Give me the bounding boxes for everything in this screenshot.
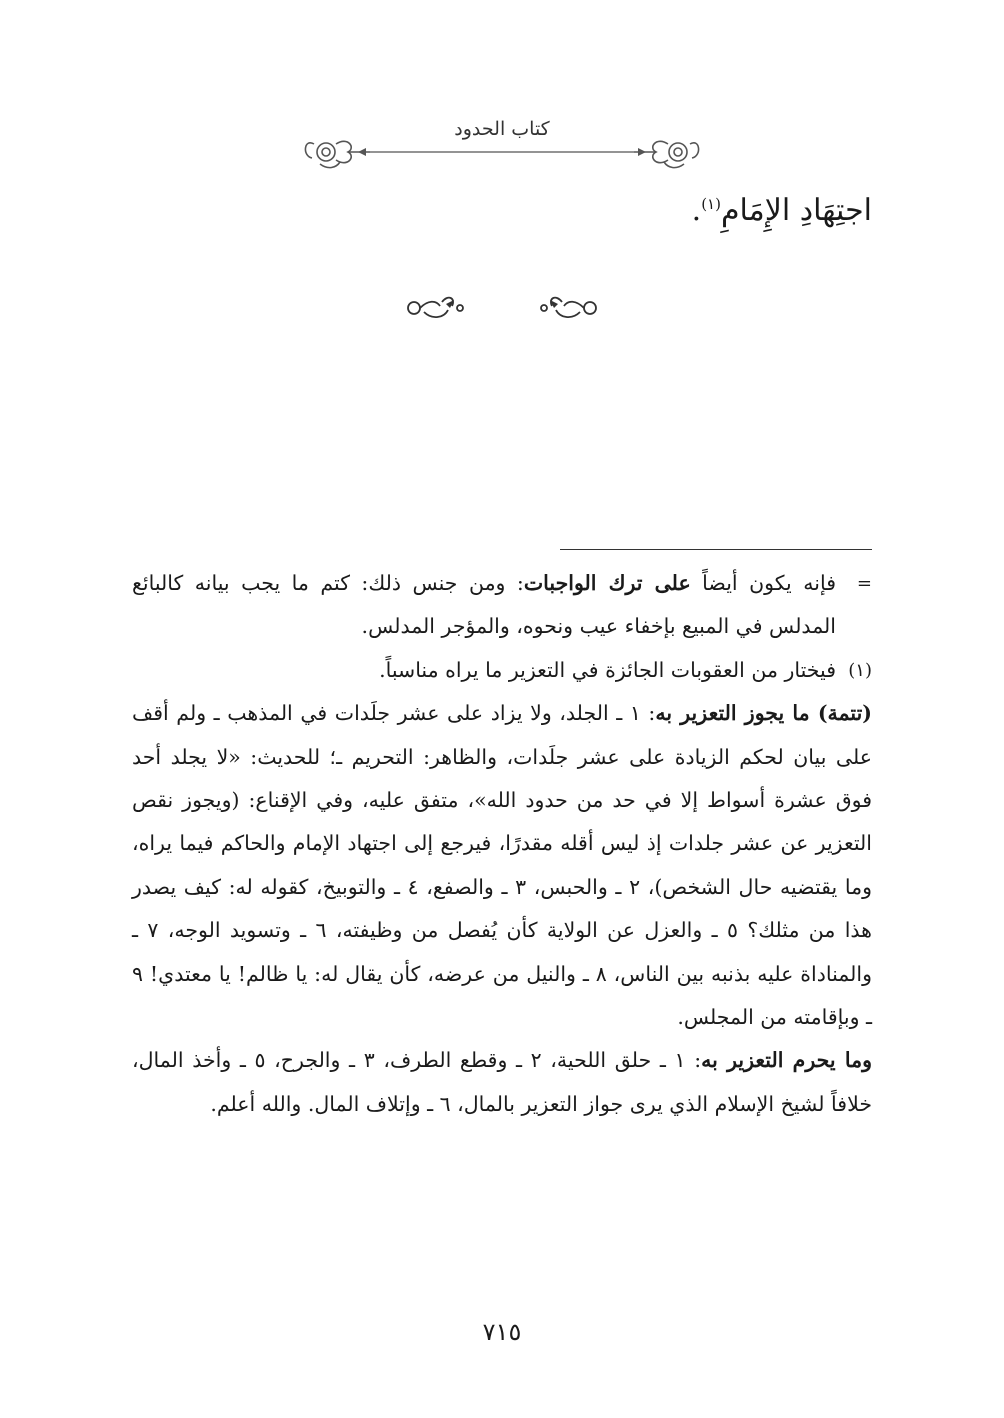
main-text-line: [692, 190, 872, 232]
footnote-1-text: فيختار من العقوبات الجائزة في التعزير ما يراه مناسباً.: [379, 657, 836, 682]
main-text: اجتِهَادِ الإِمَامِ: [720, 193, 872, 228]
forbidden-paragraph: [132, 1039, 872, 1126]
continuation-marker: =: [856, 573, 872, 594]
tatimma-heading: (تتمة) ما يجوز التعزير به: [655, 701, 872, 726]
page-header: [0, 110, 1004, 170]
footnotes-section: [132, 562, 872, 1126]
tatimma-text: : ١ ـ الجلد، ولا يزاد على عشر جلَدات في المذهب ـ ولم أقف على بيان لحكم الزيادة على عشر جلَدات، والظاهر: التحريم ـ؛ للحديث: «لا يجلد أحد فوق عشرة أسواط إلا في حد من حدود الله»، متفق عليه، وفي الإقناع: (ويجوز نقص التعزير عن عشر جلدات إذ ليس أقله مقدرًا، فيرجع إلى اجتهاد الإمام والحاكم فيما يراه، وما يقتضيه حال الشخص)، ٢ ـ والحبس، ٣ ـ والصفع، ٤ ـ والتوبيخ، كقوله له: كيف يصدر هذا من مثلك؟ ٥ ـ والعزل عن الولاية كأن يُفصل من وظيفته، ٦ ـ وتسويد الوجه، ٧ ـ والمناداة عليه بذنبه بين الناس، ٨ ـ والنيل من عرضه، كأن يقال له: يا ظالم! يا معتدي! ٩ ـ وبإقامته من المجلس.: [132, 701, 873, 1030]
tatimma-paragraph: [132, 692, 872, 1039]
footnote-1: [132, 649, 872, 692]
footnote-separator: [560, 549, 872, 550]
continuation-bold: على ترك الواجبات: [523, 571, 691, 595]
running-head-title: كتاب الحدود: [454, 118, 550, 140]
continuation-lead: فإنه يكون أيضاً: [690, 571, 836, 595]
header-ornament-icon: [300, 134, 704, 170]
footnote-continuation: [132, 562, 872, 649]
footnote-1-marker: (١): [848, 659, 872, 681]
footnote-reference[interactable]: (١): [701, 195, 721, 213]
section-divider-icon: [402, 290, 602, 326]
continuation-rest: : ومن جنس ذلك: كتم ما يجب بيانه كالبائع المدلس في المبيع بإخفاء عيب ونحوه، والمؤجر المدلس.: [132, 571, 836, 639]
forbidden-heading: وما يحرم التعزير به: [701, 1048, 872, 1073]
main-text-end: .: [691, 193, 702, 228]
page-number: ٧١٥: [482, 1318, 522, 1346]
continuation-text: [132, 562, 836, 649]
forbidden-text: : ١ ـ حلق اللحية، ٢ ـ وقطع الطرف، ٣ ـ والجرح، ٥ ـ وأخذ المال، خلافاً لشيخ الإسلام الذي يرى جواز التعزير بالمال، ٦ ـ وإتلاف المال. والله أعلم.: [132, 1048, 872, 1116]
